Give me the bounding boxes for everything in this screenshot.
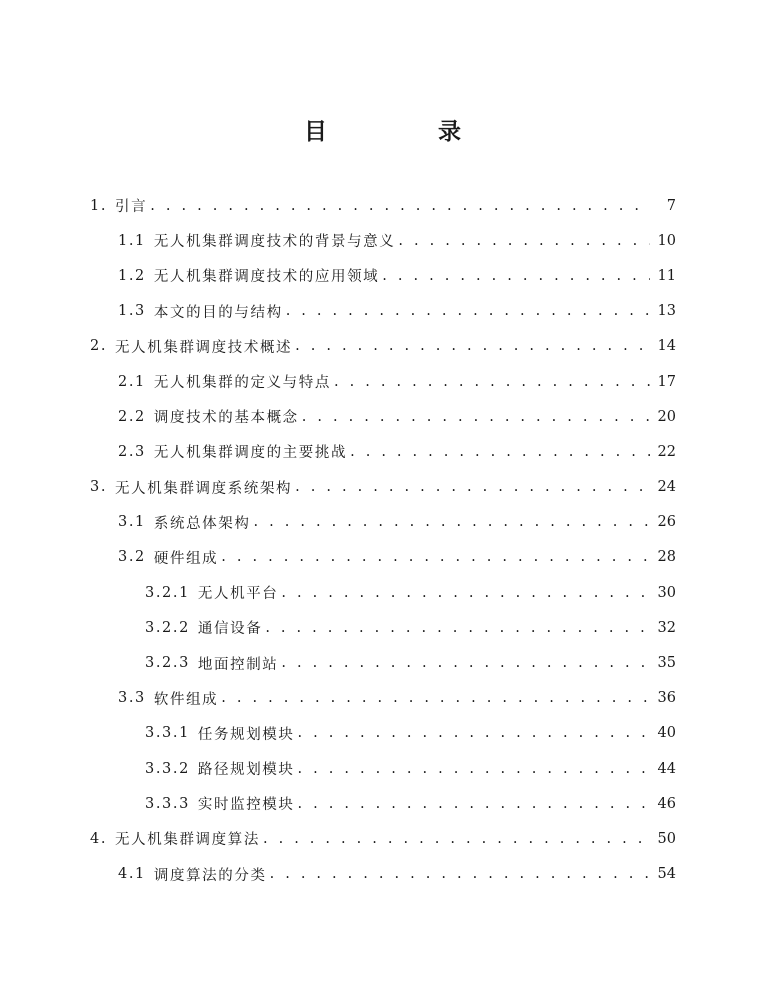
toc-entry-number: 3.2 — [118, 549, 146, 566]
toc-entry-title: 无人机集群调度技术的背景与意义 — [153, 234, 396, 251]
toc-dot-leader — [382, 268, 650, 284]
toc-entry-number: 3.3 — [118, 690, 146, 707]
toc-entry-page: 24 — [657, 479, 676, 496]
toc-entry[interactable] — [0, 223, 765, 258]
toc-entry-page: 32 — [657, 619, 676, 636]
toc-entry-page: 30 — [657, 584, 676, 601]
toc-entry[interactable] — [0, 470, 765, 505]
toc-entry-title: 无人机集群的定义与特点 — [153, 375, 331, 392]
toc-dot-leader — [270, 866, 650, 882]
toc-entry-page: 11 — [657, 267, 676, 284]
toc-dot-leader — [253, 514, 650, 530]
toc-entry-page: 20 — [657, 408, 676, 425]
toc-entry-page: 35 — [657, 655, 676, 672]
toc-entry[interactable] — [0, 540, 765, 575]
toc-entry-number: 2.2 — [118, 408, 146, 425]
toc-dot-leader — [295, 338, 650, 354]
page-title: 目 录 — [304, 119, 505, 145]
toc-entry-number: 4. — [90, 830, 108, 847]
toc-dot-leader — [221, 690, 650, 706]
toc-dot-leader — [286, 303, 650, 319]
toc-entry-number: 2.1 — [118, 373, 146, 390]
toc-dot-leader — [334, 374, 650, 390]
toc-entry-page: 46 — [657, 795, 676, 812]
toc-entry[interactable] — [0, 364, 765, 399]
toc-entry-number: 1.2 — [118, 267, 146, 284]
toc-entry-title: 软件组成 — [153, 691, 219, 708]
toc-entry-number: 3.2.3 — [145, 655, 190, 672]
toc-dot-leader — [150, 198, 650, 214]
toc-entry-title: 路径规划模块 — [197, 762, 295, 779]
toc-entry-title: 地面控制站 — [197, 656, 279, 673]
toc-entry-title: 无人机集群调度算法 — [115, 832, 260, 849]
toc-entry-title: 系统总体架构 — [153, 515, 251, 532]
toc-entry[interactable] — [0, 786, 765, 821]
toc-entry[interactable] — [0, 188, 765, 223]
toc-entry-title: 无人机平台 — [197, 586, 279, 603]
toc-entry-title: 引言 — [115, 199, 148, 216]
toc-entry-number: 3.1 — [118, 514, 146, 531]
toc-dot-leader — [281, 585, 650, 601]
toc-entry-title: 无人机集群调度的主要挑战 — [153, 445, 348, 462]
toc-dot-leader — [265, 620, 650, 636]
toc-entry-title: 通信设备 — [197, 621, 263, 638]
toc-entry-title: 任务规划模块 — [197, 726, 295, 743]
toc-entry-number: 3.3.3 — [145, 795, 190, 812]
toc-entry-title: 调度算法的分类 — [153, 867, 267, 884]
toc-entry-number: 3.3.2 — [145, 760, 190, 777]
toc-entry[interactable] — [0, 434, 765, 469]
toc-entry-number: 3. — [90, 479, 108, 496]
toc-entry-page: 7 — [666, 197, 676, 214]
toc-entry-number: 3.2.2 — [145, 619, 190, 636]
toc-entry[interactable] — [0, 857, 765, 892]
toc-entry[interactable] — [0, 681, 765, 716]
toc-entry[interactable] — [0, 329, 765, 364]
toc-entry-number: 2. — [90, 338, 108, 355]
toc-entry-number: 3.3.1 — [145, 725, 190, 742]
toc-entry[interactable] — [0, 610, 765, 645]
toc-entry-page: 54 — [657, 866, 676, 883]
toc-dot-leader — [221, 549, 650, 565]
toc-entry-page: 40 — [657, 725, 676, 742]
toc-entry-number: 4.1 — [118, 866, 146, 883]
toc-entry-number: 3.2.1 — [145, 584, 190, 601]
toc-dot-leader — [263, 831, 650, 847]
toc-entry[interactable] — [0, 575, 765, 610]
toc-entry[interactable] — [0, 399, 765, 434]
toc-entry-page: 14 — [657, 338, 676, 355]
toc-entry-title: 无人机集群调度系统架构 — [115, 480, 293, 497]
toc-entry[interactable] — [0, 716, 765, 751]
toc-entry-page: 13 — [657, 303, 676, 320]
toc-entry[interactable] — [0, 645, 765, 680]
toc-dot-leader — [281, 655, 650, 671]
toc-entry[interactable] — [0, 505, 765, 540]
toc-dot-leader — [298, 725, 650, 741]
toc-entry-page: 10 — [657, 232, 676, 249]
toc-dot-leader — [302, 409, 650, 425]
toc-entry[interactable] — [0, 751, 765, 786]
toc-entry-page: 22 — [657, 443, 676, 460]
toc-entry-number: 1.3 — [118, 303, 146, 320]
toc-dot-leader — [298, 761, 650, 777]
toc-entry-page: 44 — [657, 760, 676, 777]
toc-entry[interactable] — [0, 294, 765, 329]
toc-entry-number: 1. — [90, 197, 108, 214]
toc-entry-title: 实时监控模块 — [197, 797, 295, 814]
toc-entry[interactable] — [0, 821, 765, 856]
toc-entry[interactable] — [0, 258, 765, 293]
toc-entry-number: 2.3 — [118, 443, 146, 460]
toc-entry-page: 17 — [657, 373, 676, 390]
toc-dot-leader — [350, 444, 650, 460]
toc-entry-page: 50 — [657, 830, 676, 847]
toc-entry-page: 36 — [657, 690, 676, 707]
toc-entry-title: 无人机集群调度技术概述 — [115, 339, 293, 356]
toc-entry-title: 本文的目的与结构 — [153, 304, 283, 321]
toc-entry-number: 1.1 — [118, 232, 146, 249]
toc-entry-title: 调度技术的基本概念 — [153, 410, 299, 427]
toc-entry-page: 26 — [657, 514, 676, 531]
toc-entry-page: 28 — [657, 549, 676, 566]
table-of-contents — [0, 188, 765, 892]
toc-entry-title: 无人机集群调度技术的应用领域 — [153, 269, 380, 286]
toc-dot-leader — [295, 479, 650, 495]
toc-entry-title: 硬件组成 — [153, 550, 219, 567]
toc-dot-leader — [398, 233, 650, 249]
toc-dot-leader — [298, 796, 650, 812]
